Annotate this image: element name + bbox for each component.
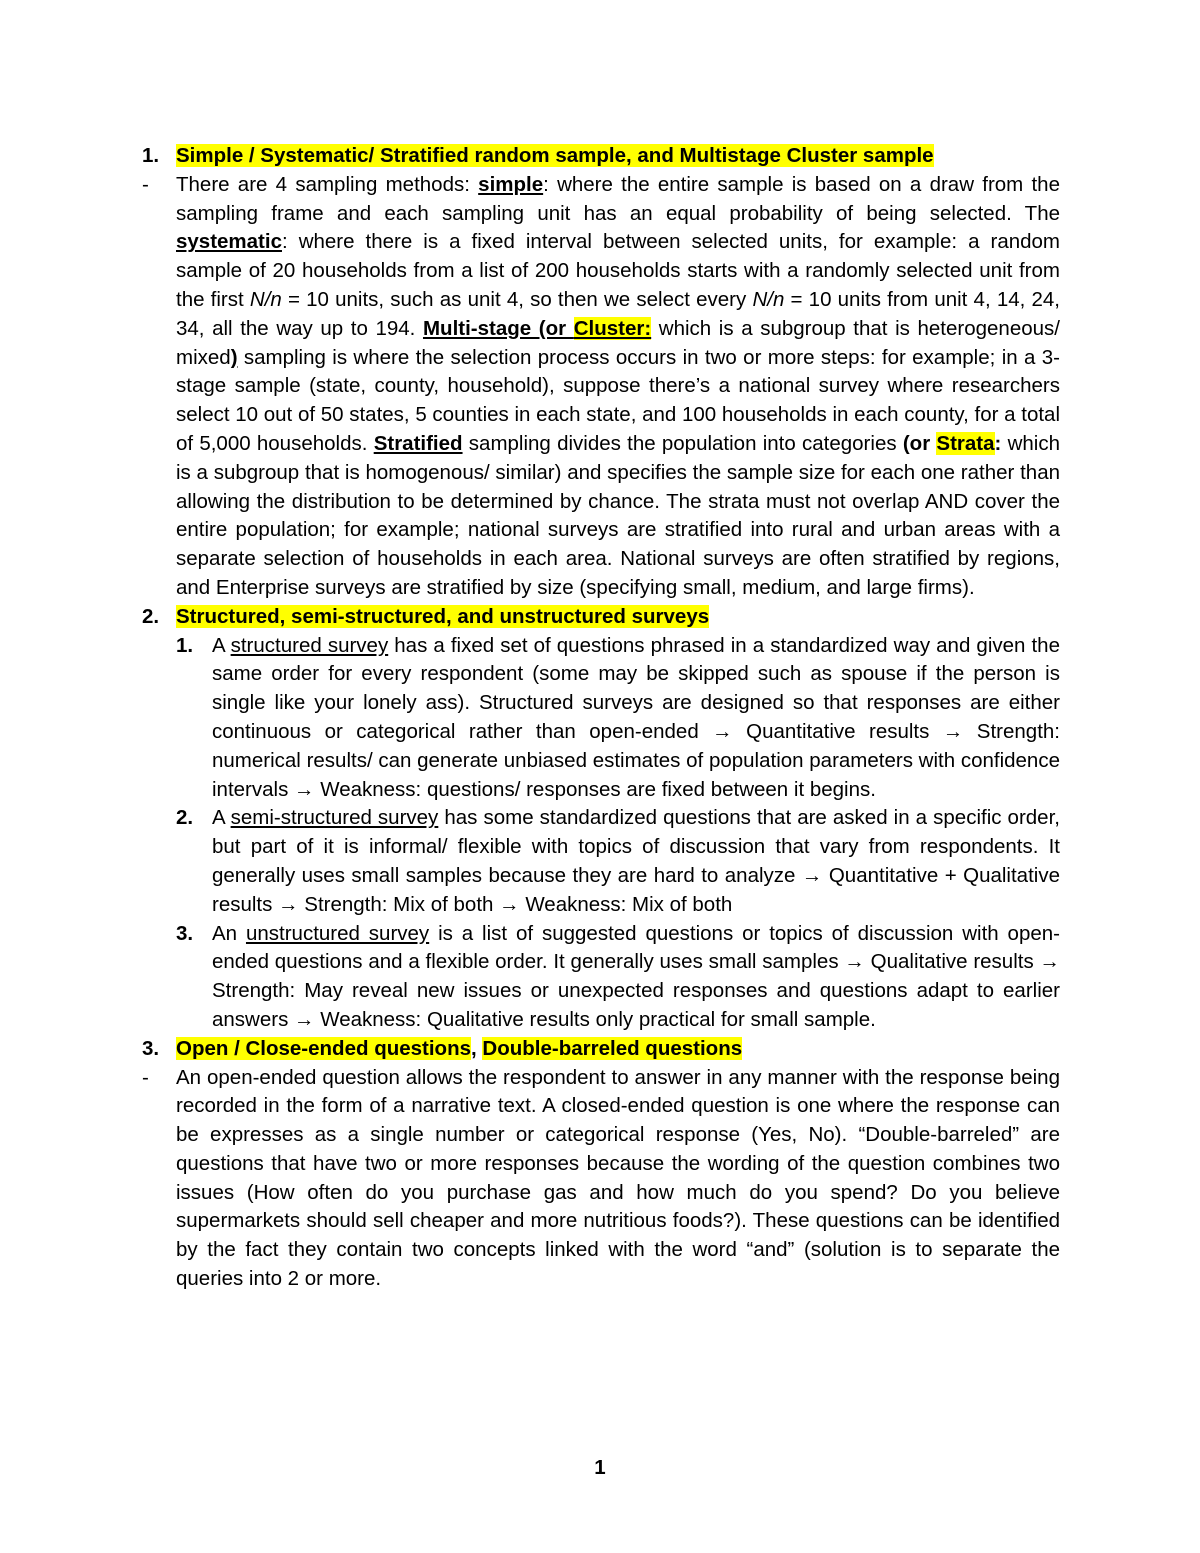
section-2-heading-row xyxy=(140,603,1060,632)
subitem-number: 2. xyxy=(176,806,194,830)
term-structured-survey: structured survey xyxy=(230,633,389,657)
section-3-number: 3. xyxy=(142,1036,160,1060)
term-strata: Strata xyxy=(936,431,995,455)
text-run: which is a subgroup that is homogenous/ similar) and specifies the sample size for each one rather than allowing the distribution to be determined by chance. The strata must not overlap AND cover the entire population; for example; national surveys are stratified into rural and urban areas with a separate selection of households in each area. National surveys are often stratified by regions, and Enterprise surveys are stratified by size (specifying small, medium, and large firms). xyxy=(176,431,1061,599)
text-run: which is a subgroup that is heterogeneous/ mixed xyxy=(176,316,1060,369)
text-run: A xyxy=(212,806,231,830)
text-run: : where there is a fixed interval between selected units, for example: a random sample of 20 households from a list of 200 households starts with a randomly selected unit from the first xyxy=(176,230,1060,311)
colon: : xyxy=(994,431,1002,455)
text-run: : where the entire sample is based on a draw from the sampling frame and each sampling unit has an equal probability of being selected. The xyxy=(176,172,1060,225)
subitem-structured xyxy=(140,632,1060,805)
text-run: = 10 units from unit 4, 14, 24, 34, all the way up to 194. xyxy=(176,287,1060,340)
section-3-heading-double-barreled: Double-barreled questions xyxy=(482,1036,743,1060)
section-1-heading-row xyxy=(140,142,1060,171)
section-3-heading-open-close: Open / Close-ended questions xyxy=(176,1036,472,1060)
section-3-paragraph xyxy=(140,1064,1060,1294)
formula-n-over-n: N/n xyxy=(249,287,282,311)
text-run: An xyxy=(212,921,246,945)
subitem-number: 1. xyxy=(176,633,194,657)
section-1-heading: Simple / Systematic/ Stratified random sample, and Multistage Cluster sample xyxy=(176,144,934,167)
text-run: sampling is where the selection process occurs in two or more steps: for example; in a 3-stage sample (state, county, household), suppose there’s a national survey where researchers select 10 out of 50 states, 5 counties in each state, and 100 households in each county, for a total of 5,000 households. xyxy=(176,345,1060,455)
section-1-paragraph xyxy=(140,171,1060,603)
subitem-number: 3. xyxy=(176,921,194,945)
bullet-dash: - xyxy=(142,1065,149,1089)
section-2-heading: Structured, semi-structured, and unstructured surveys xyxy=(176,604,710,628)
text-run: sampling divides the population into categories xyxy=(462,431,903,455)
term-semi-structured-survey: semi-structured survey xyxy=(230,806,439,830)
or-prefix: (or xyxy=(902,431,937,455)
text-run: A xyxy=(212,633,231,657)
heading-separator: , xyxy=(471,1036,483,1060)
section-1-number: 1. xyxy=(142,144,160,167)
text-run: An open-ended question allows the respondent to answer in any manner with the response being recorded in the form of a narrative text. A closed-ended question is one where the response can be expresses as a single number or categorical response (Yes, No). “Double-barreled” are questions that have two or more responses because the wording of the question combines two issues (How often do you purchase gas and how much do you spend? Do you believe supermarkets should sell cheaper and more nutritious foods?). These questions can be identified by the fact they contain two concepts linked with the word “and” (solution is to separate the queries into 2 or more. xyxy=(176,1065,1060,1291)
term-simple: simple xyxy=(478,172,544,196)
text-run: = 10 units, such as unit 4, so then we select every xyxy=(281,287,753,311)
term-cluster: Cluster: xyxy=(573,316,652,340)
term-multistage: Multi-stage (or xyxy=(422,316,574,340)
term-unstructured-survey: unstructured survey xyxy=(245,921,430,945)
term-systematic: systematic xyxy=(176,230,282,254)
term-stratified: Stratified xyxy=(373,431,463,455)
text-run: has some standardized questions that are asked in a specific order, but part of it is informal/ flexible with topics of discussion that vary from respondents. It generally uses small samples because they are hard to analyze → Quantitative + Qualitative results → Strength: Mix of both → Weakness: Mix of both xyxy=(212,806,1060,916)
formula-n-over-n: N/n xyxy=(752,287,785,311)
text-run: has a fixed set of questions phrased in a standardized way and given the same order for every respondent (some may be skipped such as spouse if the person is single like your lonely ass). Structured surveys are designed so that responses are either continuous or categorical rather than open-ended → Quantitative results → Strength: numerical results/ can generate unbiased estimates of population parameters with confidence intervals → Weakness: questions/ responses are fixed between it begins. xyxy=(212,633,1060,801)
text-run: There are 4 sampling methods: xyxy=(176,172,479,196)
closing-paren: ) xyxy=(230,345,238,369)
bullet-dash: - xyxy=(142,172,149,196)
subitem-unstructured xyxy=(140,920,1060,1035)
document-body xyxy=(140,142,1060,1294)
subitem-semi-structured xyxy=(140,804,1060,919)
section-3-heading-row xyxy=(140,1035,1060,1064)
text-run: is a list of suggested questions or topics of discussion with open-ended questions and a flexible order. It generally uses small samples → Qualitative results → Strength: May reveal new issues or unexpected responses and questions adapt to earlier answers → Weakness: Qualitative results only practical for small sample. xyxy=(212,921,1060,1031)
page-number: 1 xyxy=(594,1456,606,1479)
section-2-number: 2. xyxy=(142,604,160,628)
